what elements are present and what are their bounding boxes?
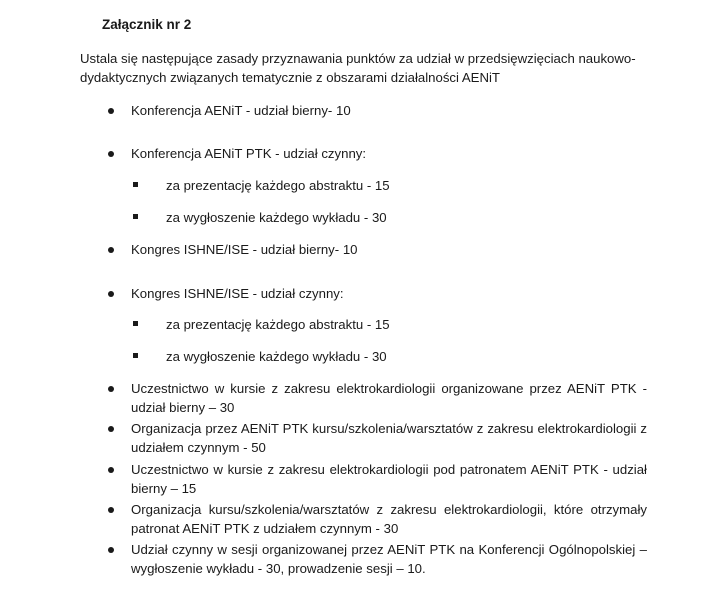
- sub-list-item: za prezentację każdego abstraktu - 15: [166, 317, 390, 332]
- bullet-icon: [108, 247, 114, 253]
- bullet-icon: [108, 547, 114, 553]
- bullet-icon: [108, 386, 114, 392]
- square-bullet-icon: [133, 182, 138, 187]
- list-item: Organizacja przez AENiT PTK kursu/szkolenia/warsztatów z zakresu elektrokardiologii z udziałem czynnym - 50: [131, 421, 647, 455]
- document-title: Załącznik nr 2: [102, 17, 192, 32]
- sub-list-item: za wygłoszenie każdego wykładu - 30: [166, 210, 387, 225]
- list-item: Konferencja AENiT - udział bierny- 10: [131, 103, 351, 118]
- bullet-icon: [108, 291, 114, 297]
- bullet-icon: [108, 507, 114, 513]
- square-bullet-icon: [133, 321, 138, 326]
- square-bullet-icon: [133, 353, 138, 358]
- bullet-icon: [108, 467, 114, 473]
- list-item: Udział czynny w sesji organizowanej przez AENiT PTK na Konferencji Ogólnopolskiej – wygłoszenie wykładu - 30, prowadzenie sesji – 10.: [131, 542, 647, 576]
- bullet-icon: [108, 108, 114, 114]
- sub-list-item: za prezentację każdego abstraktu - 15: [166, 178, 390, 193]
- sub-list-item: za wygłoszenie każdego wykładu - 30: [166, 349, 387, 364]
- square-bullet-icon: [133, 214, 138, 219]
- list-item: Konferencja AENiT PTK - udział czynny:: [131, 146, 367, 161]
- list-item: Organizacja kursu/szkolenia/warsztatów z zakresu elektrokardiologii, które otrzymały patronat AENiT PTK z udziałem czynnym - 30: [131, 502, 647, 536]
- list-item: Uczestnictwo w kursie z zakresu elektrokardiologii organizowane przez AENiT PTK - udział bierny – 30: [131, 381, 647, 415]
- bullet-icon: [108, 151, 114, 157]
- intro-paragraph: Ustala się następujące zasady przyznawania punktów za udział w przedsięwzięciach naukowo-dydaktycznych związanych tematycznie z obszarami działalności AENiT: [80, 51, 636, 85]
- list-item: Kongres ISHNE/ISE - udział bierny- 10: [131, 242, 358, 257]
- bullet-icon: [108, 426, 114, 432]
- list-item: Uczestnictwo w kursie z zakresu elektrokardiologii pod patronatem AENiT PTK - udział bierny – 15: [131, 462, 647, 496]
- list-item: Kongres ISHNE/ISE - udział czynny:: [131, 286, 344, 301]
